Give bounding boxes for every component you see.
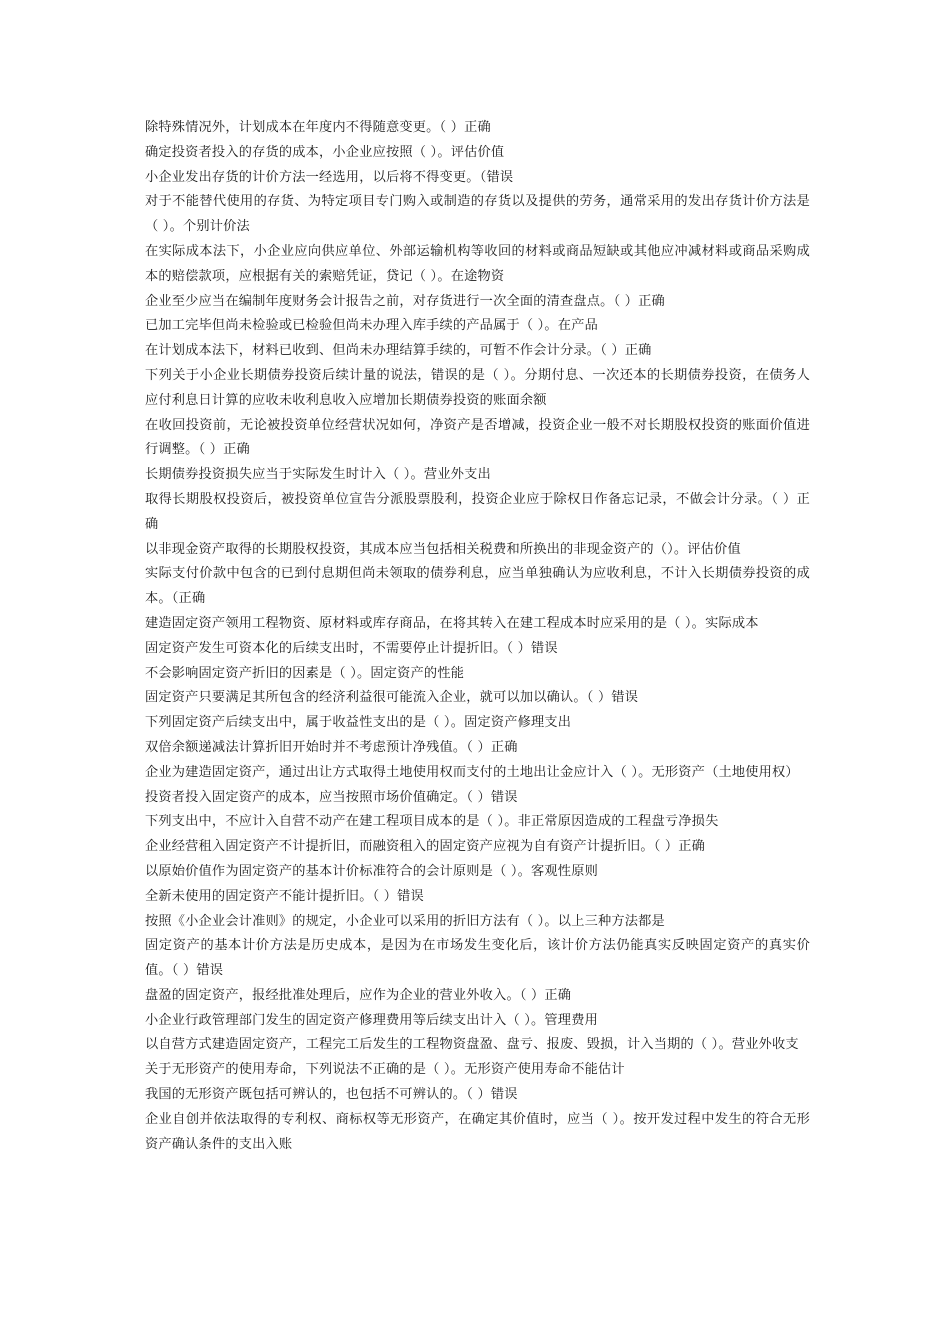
text-line: 小企业发出存货的计价方法一经选用，以后将不得变更。（错误 <box>145 169 514 185</box>
text-line: 我国的无形资产既包括可辨认的，也包括不可辨认的。（ ）错误 <box>145 1087 518 1103</box>
text-line: 在实际成本法下，小企业应向供应单位、外部运输机构等收回的材料或商品短缺或其他应冲减材料或商品采购成本的赔偿款项，应根据有关的索赔凭证，贷记（ ）。在途物资 <box>145 243 810 284</box>
text-line: 除特殊情况外，计划成本在年度内不得随意变更。（ ）正确 <box>145 120 491 135</box>
question-list <box>145 116 810 1157</box>
text-line: 下列支出中，不应计入自营不动产在建工程项目成本的是（ ）。非正常原因造成的工程盘亏净损失 <box>145 814 719 830</box>
text-line: 不会影响固定资产折旧的因素是（ ）。固定资产的性能 <box>145 665 465 681</box>
text-line: 企业为建造固定资产，通过出让方式取得土地使用权而支付的土地出让金应计入（ ）。无形资产（土地使用权） <box>145 764 799 780</box>
text-line: 实际支付价款中包含的已到付息期但尚未领取的债券利息，应当单独确认为应收利息，不计入长期债券投资的成本。（正确 <box>145 566 810 607</box>
text-line: 企业经营租入固定资产不计提折旧，而融资租入的固定资产应视为自有资产计提折旧。（ ）正确 <box>145 839 706 855</box>
text-line: 在计划成本法下，材料已收到、但尚未办理结算手续的，可暂不作会计分录。（ ）正确 <box>145 343 652 359</box>
text-line: 确定投资者投入的存货的成本，小企业应按照（ ）。评估价值 <box>145 144 505 160</box>
text-line: 按照《小企业会计准则》的规定，小企业可以采用的折旧方法有（ ）。以上三种方法都是 <box>145 913 665 929</box>
text-line: 盘盈的固定资产，报经批准处理后，应作为企业的营业外收入。（ ）正确 <box>145 987 572 1003</box>
text-line: 双倍余额递减法计算折旧开始时并不考虑预计净残值。（ ）正确 <box>145 739 518 755</box>
text-line: 下列关于小企业长期债券投资后续计量的说法，错误的是（ ）。分期付息、一次还本的长期债券投资，在债务人应付利息日计算的应收未收利息收入应增加长期债券投资的账面余额 <box>145 367 810 408</box>
text-line: 下列固定资产后续支出中，属于收益性支出的是（ ）。固定资产修理支出 <box>145 715 572 731</box>
text-line: 企业自创并依法取得的专利权、商标权等无形资产，在确定其价值时，应当（ ）。按开发过程中发生的符合无形资产确认条件的支出入账 <box>145 1111 810 1152</box>
text-line: 全新未使用的固定资产不能计提折旧。（ ）错误 <box>145 888 424 904</box>
text-line: 对于不能替代使用的存货、为特定项目专门购入或制造的存货以及提供的劳务，通常采用的发出存货计价方法是（ ）。个别计价法 <box>145 194 810 235</box>
text-line: 关于无形资产的使用寿命，下列说法不正确的是（ ）。无形资产使用寿命不能估计 <box>145 1062 625 1078</box>
text-line: 已加工完毕但尚未检验或已检验但尚未办理入库手续的产品属于（ ）。在产品 <box>145 318 598 334</box>
text-line: 以自营方式建造固定资产，工程完工后发生的工程物资盘盈、盘亏、报废、毁损，计入当期的（ ）。营业外收支 <box>145 1037 799 1053</box>
text-line: 投资者投入固定资产的成本，应当按照市场价值确定。（ ）错误 <box>145 789 518 805</box>
text-line: 长期债券投资损失应当于实际发生时计入（ ）。营业外支出 <box>145 467 491 483</box>
text-line: 固定资产只要满足其所包含的经济利益很可能流入企业，就可以加以确认。（ ）错误 <box>145 690 639 706</box>
text-line: 固定资产的基本计价方法是历史成本，是因为在市场发生变化后，该计价方法仍能真实反映固定资产的真实价值。（ ）错误 <box>145 938 810 979</box>
text-line: 取得长期股权投资后，被投资单位宣告分派股票股利，投资企业应于除权日作备忘记录，不做会计分录。（ ）正确 <box>145 491 810 532</box>
text-line: 固定资产发生可资本化的后续支出时，不需要停止计提折旧。（ ）错误 <box>145 640 558 656</box>
text-line: 以原始价值作为固定资产的基本计价标准符合的会计原则是（ ）。客观性原则 <box>145 863 598 879</box>
text-line: 企业至少应当在编制年度财务会计报告之前，对存货进行一次全面的清查盘点。（ ）正确 <box>145 293 665 309</box>
text-line: 小企业行政管理部门发生的固定资产修理费用等后续支出计入（ ）。管理费用 <box>145 1012 598 1028</box>
text-line: 以非现金资产取得的长期股权投资，其成本应当包括相关税费和所换出的非现金资产的（）。评估价值 <box>145 541 741 557</box>
text-line: 在收回投资前，无论被投资单位经营状况如何，净资产是否增减，投资企业一般不对长期股权投资的账面价值进行调整。（ ）正确 <box>145 417 810 458</box>
text-line: 建造固定资产领用工程物资、原材料或库存商品，在将其转入在建工程成本时应采用的是（ ）。实际成本 <box>145 615 759 631</box>
